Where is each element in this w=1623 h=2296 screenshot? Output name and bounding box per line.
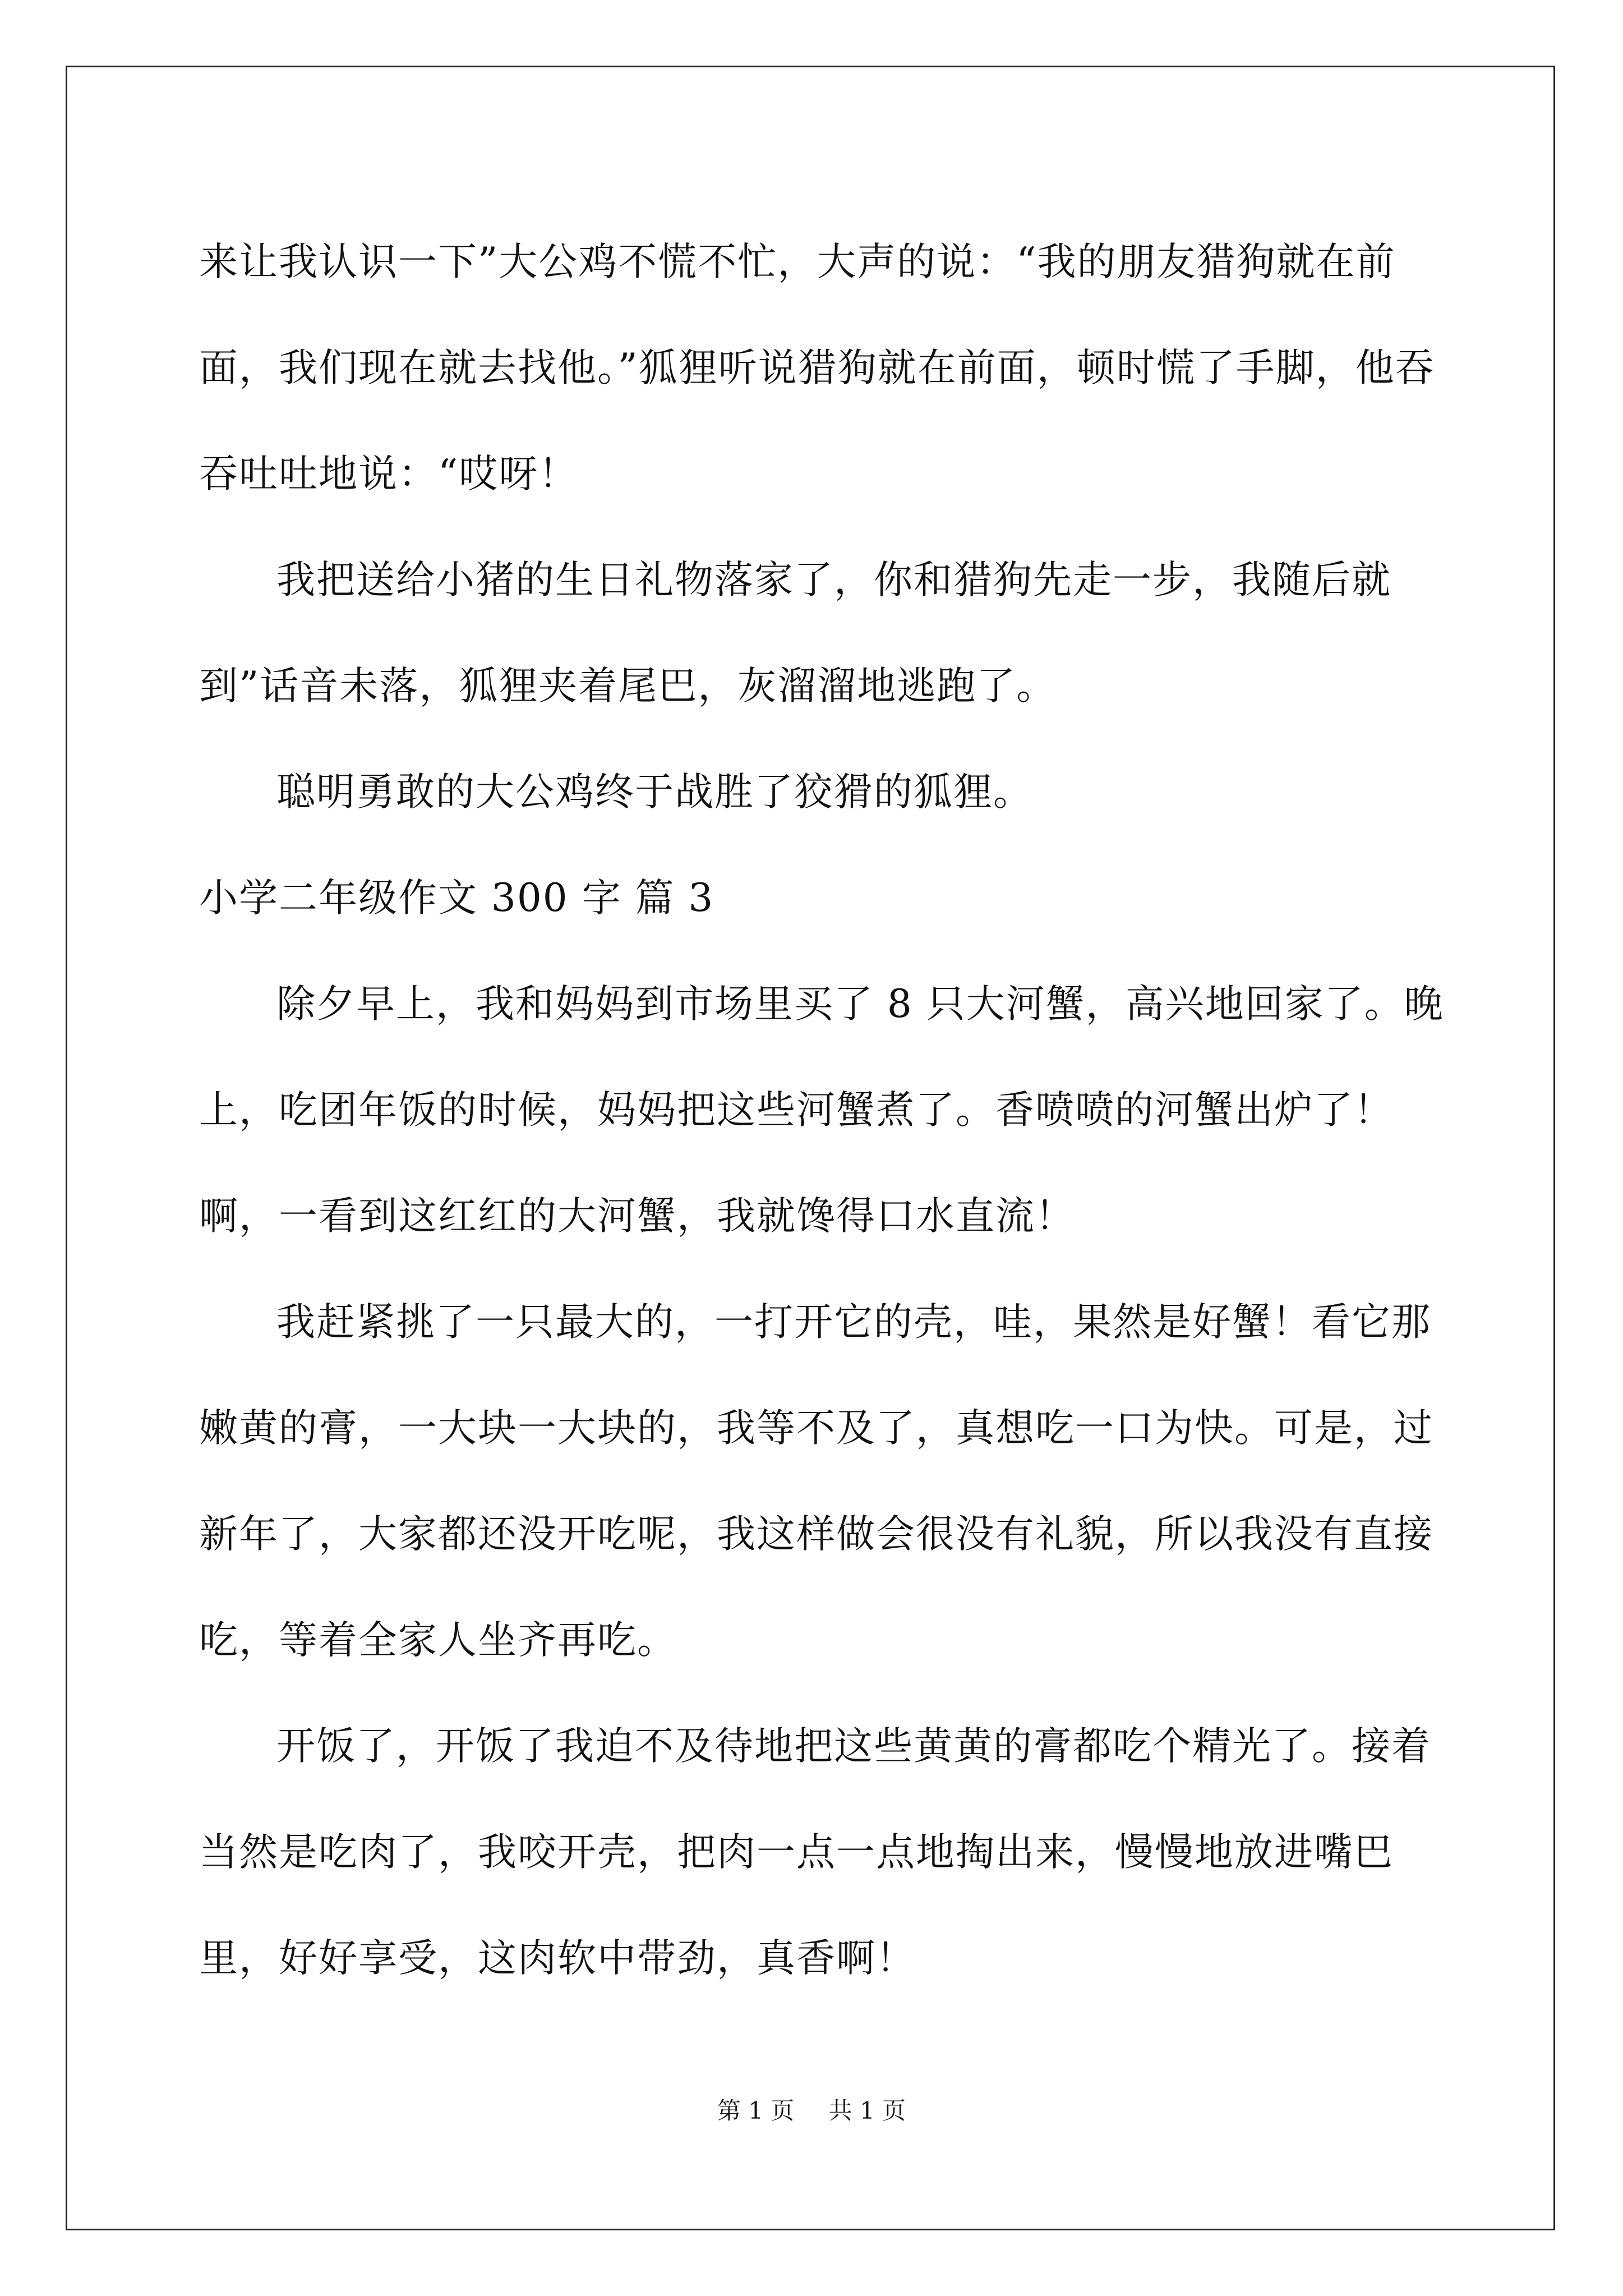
document-body xyxy=(199,209,1444,2012)
paragraph-6: 开饭了，开饭了我迫不及待地把这些黄黄的膏都吃个精光了。接着当然是吃肉了，我咬开壳，把肉一点一点地掏出来，慢慢地放进嘴巴里，好好享受，这肉软中带劲，真香啊！ xyxy=(199,1724,1431,1981)
paragraph-3: 聪明勇敢的大公鸡终于战胜了狡猾的狐狸。 xyxy=(276,770,1033,815)
page-footer xyxy=(0,2094,1623,2128)
paragraph-5: 我赶紧挑了一只最大的，一打开它的壳，哇，果然是好蟹！看它那嫩黄的膏，一大块一大块的，我等不及了，真想吃一口为快。可是，过新年了，大家都还没开吃呢，我这样做会很没有礼貌，所以我没有直接吃，等着全家人坐齐再吃。 xyxy=(199,1300,1433,1663)
page-total: 共 1 页 xyxy=(828,2097,906,2124)
page-number: 第 1 页 xyxy=(717,2097,795,2124)
section-heading: 小学二年级作文 300 字 篇 3 xyxy=(199,876,714,921)
paragraph-2: 我把送给小猪的生日礼物落家了，你和猎狗先走一步，我随后就到”话音未落，狐狸夹着尾巴，灰溜溜地逃跑了。 xyxy=(199,558,1391,708)
paragraph-4: 除夕早上，我和妈妈到市场里买了 8 只大河蟹，高兴地回家了。晚上，吃团年饭的时候，妈妈把这些河蟹煮了。香喷喷的河蟹出炉了！啊，一看到这红红的大河蟹，我就馋得口水直流！ xyxy=(199,982,1444,1239)
paragraph-1: 来让我认识一下”大公鸡不慌不忙，大声的说：“我的朋友猎狗就在前面，我们现在就去找他。”狐狸听说猎狗就在前面，顿时慌了手脚，他吞吞吐吐地说：“哎呀！ xyxy=(199,240,1435,496)
